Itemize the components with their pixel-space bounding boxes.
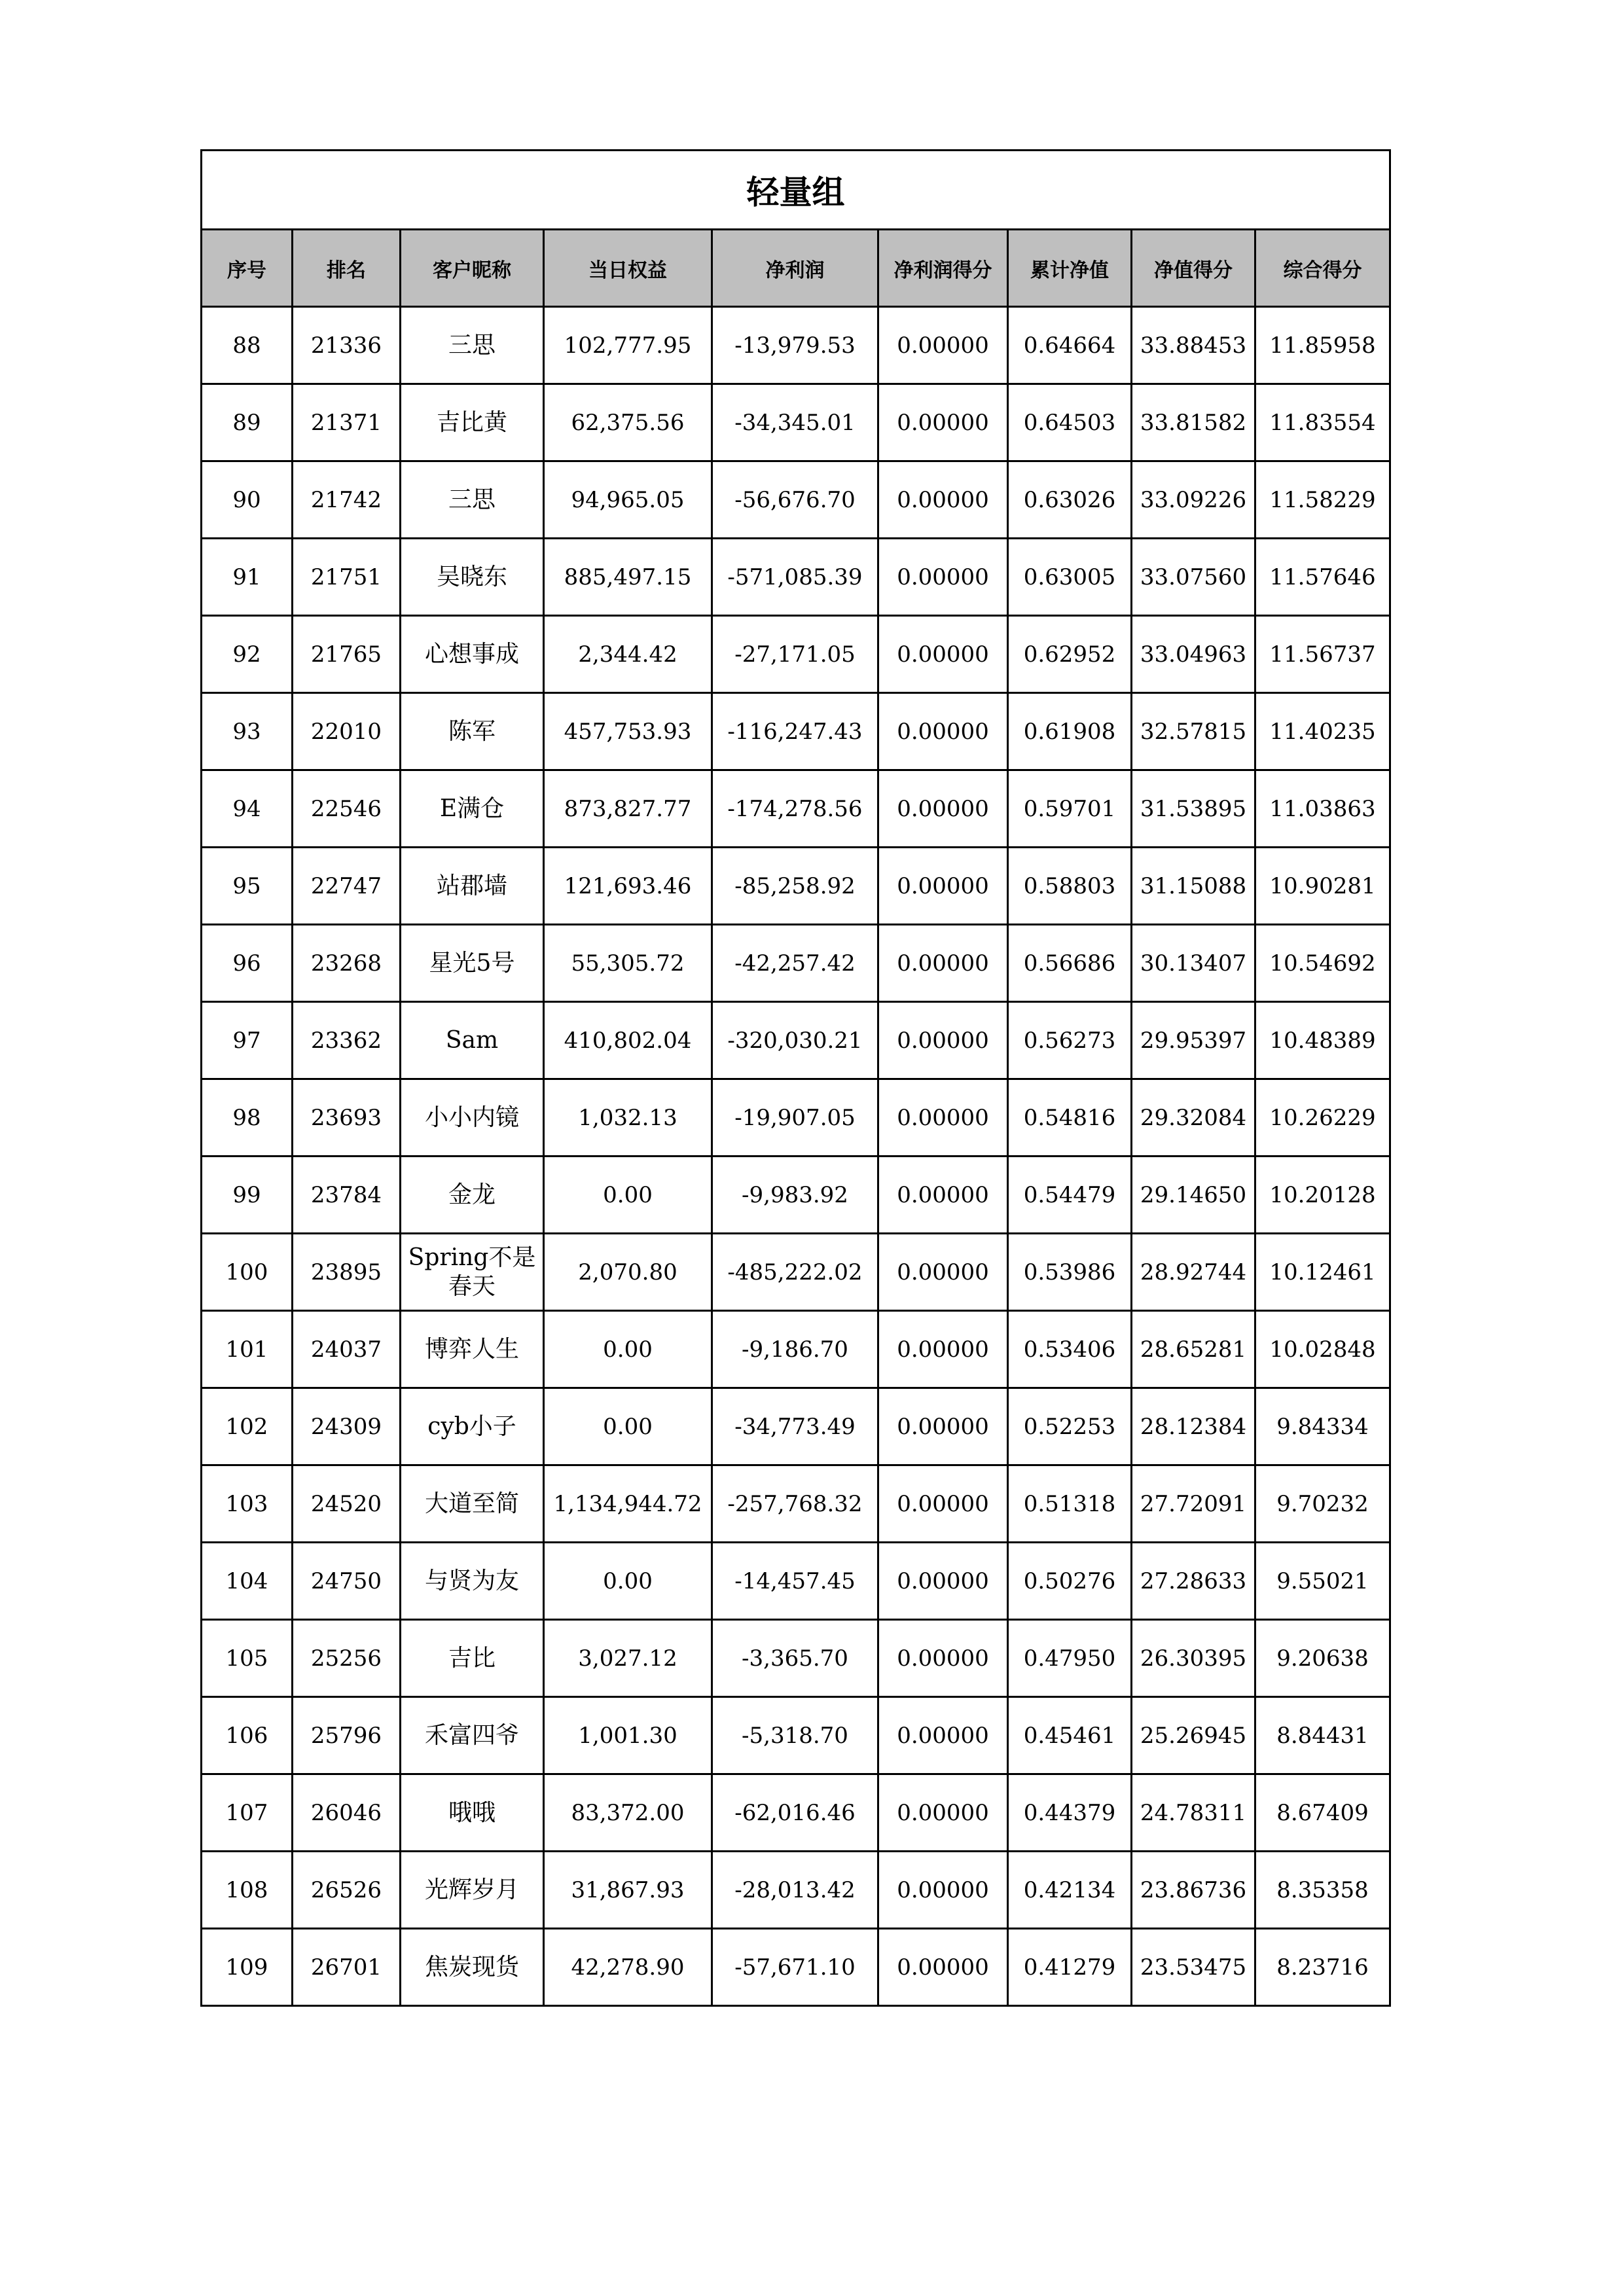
cell-net-value-score: 31.53895 <box>1132 770 1255 848</box>
cell-total-score: 11.85958 <box>1255 307 1390 384</box>
cell-net-value-score: 29.32084 <box>1132 1079 1255 1157</box>
cell-net-profit-score: 0.00000 <box>878 1234 1008 1311</box>
cell-total-score: 9.20638 <box>1255 1620 1390 1697</box>
cell-equity: 2,344.42 <box>544 616 712 693</box>
cell-net-profit: -56,676.70 <box>712 461 878 539</box>
cell-net-profit-score: 0.00000 <box>878 693 1008 770</box>
cell-rank: 26046 <box>293 1774 401 1852</box>
cell-net-profit-score: 0.00000 <box>878 539 1008 616</box>
cell-index: 88 <box>202 307 293 384</box>
table-row <box>202 1774 1390 1852</box>
cell-nickname: E满仓 <box>401 770 544 848</box>
cell-index: 105 <box>202 1620 293 1697</box>
cell-total-score: 11.57646 <box>1255 539 1390 616</box>
cell-net-value-score: 23.86736 <box>1132 1852 1255 1929</box>
cell-total-score: 11.58229 <box>1255 461 1390 539</box>
cell-net-profit: -62,016.46 <box>712 1774 878 1852</box>
table-row <box>202 1697 1390 1774</box>
cell-total-score: 11.83554 <box>1255 384 1390 461</box>
cell-equity: 31,867.93 <box>544 1852 712 1929</box>
cell-equity: 873,827.77 <box>544 770 712 848</box>
cell-net-value: 0.56686 <box>1008 925 1132 1002</box>
cell-net-value-score: 30.13407 <box>1132 925 1255 1002</box>
table-row <box>202 1620 1390 1697</box>
header-nickname: 客户昵称 <box>401 230 544 307</box>
cell-net-profit-score: 0.00000 <box>878 1465 1008 1543</box>
cell-nickname: 大道至简 <box>401 1465 544 1543</box>
cell-equity: 2,070.80 <box>544 1234 712 1311</box>
cell-net-profit: -34,773.49 <box>712 1388 878 1465</box>
cell-net-value-score: 28.92744 <box>1132 1234 1255 1311</box>
header-index: 序号 <box>202 230 293 307</box>
ranking-sheet <box>200 149 1389 2007</box>
cell-nickname: Sam <box>401 1002 544 1079</box>
cell-net-profit-score: 0.00000 <box>878 461 1008 539</box>
cell-nickname: 星光5号 <box>401 925 544 1002</box>
cell-net-profit: -27,171.05 <box>712 616 878 693</box>
header-equity: 当日权益 <box>544 230 712 307</box>
cell-rank: 24037 <box>293 1311 401 1388</box>
cell-net-profit: -320,030.21 <box>712 1002 878 1079</box>
cell-index: 92 <box>202 616 293 693</box>
cell-nickname: 光辉岁月 <box>401 1852 544 1929</box>
cell-net-profit-score: 0.00000 <box>878 384 1008 461</box>
cell-net-profit: -13,979.53 <box>712 307 878 384</box>
cell-equity: 42,278.90 <box>544 1929 712 2006</box>
cell-equity: 102,777.95 <box>544 307 712 384</box>
header-net-profit: 净利润 <box>712 230 878 307</box>
cell-net-profit: -116,247.43 <box>712 693 878 770</box>
cell-total-score: 8.67409 <box>1255 1774 1390 1852</box>
cell-equity: 94,965.05 <box>544 461 712 539</box>
cell-net-value-score: 31.15088 <box>1132 848 1255 925</box>
cell-nickname: 吴晓东 <box>401 539 544 616</box>
cell-index: 109 <box>202 1929 293 2006</box>
cell-index: 106 <box>202 1697 293 1774</box>
header-rank: 排名 <box>293 230 401 307</box>
cell-nickname: 三思 <box>401 307 544 384</box>
cell-net-profit: -85,258.92 <box>712 848 878 925</box>
table-row <box>202 1929 1390 2006</box>
cell-rank: 21336 <box>293 307 401 384</box>
cell-net-value-score: 33.88453 <box>1132 307 1255 384</box>
cell-net-value: 0.52253 <box>1008 1388 1132 1465</box>
cell-net-profit: -34,345.01 <box>712 384 878 461</box>
cell-net-profit-score: 0.00000 <box>878 1543 1008 1620</box>
cell-nickname: 吉比黄 <box>401 384 544 461</box>
table-row <box>202 1079 1390 1157</box>
cell-net-profit: -485,222.02 <box>712 1234 878 1311</box>
cell-total-score: 10.54692 <box>1255 925 1390 1002</box>
cell-rank: 21765 <box>293 616 401 693</box>
cell-net-value: 0.53986 <box>1008 1234 1132 1311</box>
cell-index: 104 <box>202 1543 293 1620</box>
cell-net-value: 0.56273 <box>1008 1002 1132 1079</box>
cell-net-value: 0.53406 <box>1008 1311 1132 1388</box>
cell-net-value: 0.62952 <box>1008 616 1132 693</box>
cell-net-value: 0.54479 <box>1008 1157 1132 1234</box>
table-row <box>202 1388 1390 1465</box>
cell-index: 98 <box>202 1079 293 1157</box>
cell-net-value: 0.63005 <box>1008 539 1132 616</box>
cell-equity: 1,134,944.72 <box>544 1465 712 1543</box>
cell-net-value-score: 27.28633 <box>1132 1543 1255 1620</box>
cell-total-score: 9.55021 <box>1255 1543 1390 1620</box>
cell-total-score: 10.02848 <box>1255 1311 1390 1388</box>
cell-net-value-score: 28.12384 <box>1132 1388 1255 1465</box>
cell-net-profit-score: 0.00000 <box>878 925 1008 1002</box>
cell-nickname: Spring不是春天 <box>401 1234 544 1311</box>
cell-net-value-score: 27.72091 <box>1132 1465 1255 1543</box>
cell-equity: 0.00 <box>544 1157 712 1234</box>
cell-net-value: 0.59701 <box>1008 770 1132 848</box>
cell-index: 108 <box>202 1852 293 1929</box>
cell-rank: 24520 <box>293 1465 401 1543</box>
cell-equity: 457,753.93 <box>544 693 712 770</box>
cell-nickname: cyb小子 <box>401 1388 544 1465</box>
table-row <box>202 1157 1390 1234</box>
cell-rank: 22747 <box>293 848 401 925</box>
cell-equity: 0.00 <box>544 1388 712 1465</box>
cell-net-value: 0.42134 <box>1008 1852 1132 1929</box>
table-row <box>202 925 1390 1002</box>
cell-index: 89 <box>202 384 293 461</box>
cell-net-value: 0.64664 <box>1008 307 1132 384</box>
cell-net-profit: -42,257.42 <box>712 925 878 1002</box>
cell-total-score: 11.03863 <box>1255 770 1390 848</box>
cell-net-profit: -14,457.45 <box>712 1543 878 1620</box>
cell-nickname: 金龙 <box>401 1157 544 1234</box>
table-row <box>202 1543 1390 1620</box>
cell-net-profit-score: 0.00000 <box>878 616 1008 693</box>
table-title: 轻量组 <box>202 151 1390 230</box>
header-net-profit-score: 净利润得分 <box>878 230 1008 307</box>
cell-nickname: 吉比 <box>401 1620 544 1697</box>
cell-equity: 62,375.56 <box>544 384 712 461</box>
cell-net-profit: -57,671.10 <box>712 1929 878 2006</box>
cell-total-score: 9.70232 <box>1255 1465 1390 1543</box>
cell-net-value-score: 26.30395 <box>1132 1620 1255 1697</box>
cell-index: 101 <box>202 1311 293 1388</box>
cell-index: 93 <box>202 693 293 770</box>
cell-net-value: 0.63026 <box>1008 461 1132 539</box>
header-row <box>202 230 1390 307</box>
cell-total-score: 10.12461 <box>1255 1234 1390 1311</box>
cell-net-value: 0.58803 <box>1008 848 1132 925</box>
cell-equity: 3,027.12 <box>544 1620 712 1697</box>
cell-net-profit: -28,013.42 <box>712 1852 878 1929</box>
cell-equity: 1,001.30 <box>544 1697 712 1774</box>
cell-rank: 23693 <box>293 1079 401 1157</box>
cell-net-value-score: 33.81582 <box>1132 384 1255 461</box>
cell-net-value: 0.61908 <box>1008 693 1132 770</box>
cell-total-score: 10.90281 <box>1255 848 1390 925</box>
cell-net-value: 0.47950 <box>1008 1620 1132 1697</box>
cell-index: 95 <box>202 848 293 925</box>
cell-net-profit-score: 0.00000 <box>878 1079 1008 1157</box>
cell-equity: 885,497.15 <box>544 539 712 616</box>
cell-net-value-score: 33.07560 <box>1132 539 1255 616</box>
cell-net-value-score: 33.04963 <box>1132 616 1255 693</box>
cell-index: 94 <box>202 770 293 848</box>
cell-rank: 21742 <box>293 461 401 539</box>
cell-index: 103 <box>202 1465 293 1543</box>
cell-total-score: 10.26229 <box>1255 1079 1390 1157</box>
cell-rank: 25796 <box>293 1697 401 1774</box>
cell-net-profit: -174,278.56 <box>712 770 878 848</box>
table-row <box>202 1465 1390 1543</box>
cell-net-profit-score: 0.00000 <box>878 1311 1008 1388</box>
cell-net-profit-score: 0.00000 <box>878 1929 1008 2006</box>
cell-rank: 22010 <box>293 693 401 770</box>
cell-equity: 410,802.04 <box>544 1002 712 1079</box>
cell-rank: 23362 <box>293 1002 401 1079</box>
header-total-score: 综合得分 <box>1255 230 1390 307</box>
cell-net-profit-score: 0.00000 <box>878 307 1008 384</box>
cell-nickname: 与贤为友 <box>401 1543 544 1620</box>
cell-net-value: 0.54816 <box>1008 1079 1132 1157</box>
cell-index: 100 <box>202 1234 293 1311</box>
cell-net-profit-score: 0.00000 <box>878 770 1008 848</box>
cell-net-value-score: 29.14650 <box>1132 1157 1255 1234</box>
cell-net-profit: -9,186.70 <box>712 1311 878 1388</box>
cell-nickname: 心想事成 <box>401 616 544 693</box>
cell-net-profit-score: 0.00000 <box>878 1852 1008 1929</box>
cell-rank: 26526 <box>293 1852 401 1929</box>
table-row <box>202 384 1390 461</box>
cell-net-value-score: 24.78311 <box>1132 1774 1255 1852</box>
table-row <box>202 1311 1390 1388</box>
cell-index: 91 <box>202 539 293 616</box>
cell-net-value: 0.44379 <box>1008 1774 1132 1852</box>
cell-index: 90 <box>202 461 293 539</box>
table-row <box>202 616 1390 693</box>
table-body <box>202 307 1390 2006</box>
cell-net-profit-score: 0.00000 <box>878 1697 1008 1774</box>
cell-net-value: 0.45461 <box>1008 1697 1132 1774</box>
cell-net-value: 0.41279 <box>1008 1929 1132 2006</box>
table-row <box>202 848 1390 925</box>
cell-net-profit-score: 0.00000 <box>878 1157 1008 1234</box>
cell-net-profit-score: 0.00000 <box>878 1774 1008 1852</box>
cell-equity: 0.00 <box>544 1311 712 1388</box>
cell-index: 107 <box>202 1774 293 1852</box>
table-row <box>202 1234 1390 1311</box>
cell-equity: 55,305.72 <box>544 925 712 1002</box>
cell-net-profit-score: 0.00000 <box>878 1002 1008 1079</box>
cell-equity: 83,372.00 <box>544 1774 712 1852</box>
cell-net-profit: -19,907.05 <box>712 1079 878 1157</box>
cell-total-score: 10.48389 <box>1255 1002 1390 1079</box>
cell-index: 96 <box>202 925 293 1002</box>
cell-nickname: 哦哦 <box>401 1774 544 1852</box>
cell-equity: 0.00 <box>544 1543 712 1620</box>
table-row <box>202 539 1390 616</box>
cell-total-score: 10.20128 <box>1255 1157 1390 1234</box>
cell-total-score: 11.40235 <box>1255 693 1390 770</box>
cell-nickname: 三思 <box>401 461 544 539</box>
cell-net-profit: -9,983.92 <box>712 1157 878 1234</box>
cell-index: 99 <box>202 1157 293 1234</box>
cell-rank: 23784 <box>293 1157 401 1234</box>
cell-rank: 23268 <box>293 925 401 1002</box>
table-row <box>202 770 1390 848</box>
cell-net-value-score: 28.65281 <box>1132 1311 1255 1388</box>
cell-rank: 23895 <box>293 1234 401 1311</box>
table-row <box>202 1852 1390 1929</box>
cell-rank: 21371 <box>293 384 401 461</box>
cell-equity: 1,032.13 <box>544 1079 712 1157</box>
cell-net-profit: -3,365.70 <box>712 1620 878 1697</box>
cell-net-value-score: 33.09226 <box>1132 461 1255 539</box>
cell-total-score: 8.35358 <box>1255 1852 1390 1929</box>
cell-total-score: 9.84334 <box>1255 1388 1390 1465</box>
cell-net-value-score: 25.26945 <box>1132 1697 1255 1774</box>
cell-total-score: 11.56737 <box>1255 616 1390 693</box>
cell-total-score: 8.84431 <box>1255 1697 1390 1774</box>
cell-net-profit-score: 0.00000 <box>878 1388 1008 1465</box>
cell-net-value-score: 23.53475 <box>1132 1929 1255 2006</box>
cell-net-profit: -257,768.32 <box>712 1465 878 1543</box>
cell-net-profit: -5,318.70 <box>712 1697 878 1774</box>
cell-net-value: 0.64503 <box>1008 384 1132 461</box>
cell-net-profit-score: 0.00000 <box>878 1620 1008 1697</box>
cell-equity: 121,693.46 <box>544 848 712 925</box>
cell-rank: 22546 <box>293 770 401 848</box>
header-net-value-score: 净值得分 <box>1132 230 1255 307</box>
cell-nickname: 博弈人生 <box>401 1311 544 1388</box>
cell-net-profit: -571,085.39 <box>712 539 878 616</box>
cell-total-score: 8.23716 <box>1255 1929 1390 2006</box>
table-row <box>202 693 1390 770</box>
cell-nickname: 陈军 <box>401 693 544 770</box>
cell-net-value-score: 32.57815 <box>1132 693 1255 770</box>
cell-index: 97 <box>202 1002 293 1079</box>
cell-rank: 24750 <box>293 1543 401 1620</box>
cell-nickname: 小小内镜 <box>401 1079 544 1157</box>
cell-index: 102 <box>202 1388 293 1465</box>
cell-rank: 24309 <box>293 1388 401 1465</box>
cell-net-value: 0.51318 <box>1008 1465 1132 1543</box>
cell-net-profit-score: 0.00000 <box>878 848 1008 925</box>
cell-net-value-score: 29.95397 <box>1132 1002 1255 1079</box>
ranking-table <box>200 149 1391 2007</box>
cell-nickname: 焦炭现货 <box>401 1929 544 2006</box>
table-row <box>202 1002 1390 1079</box>
cell-net-value: 0.50276 <box>1008 1543 1132 1620</box>
cell-rank: 21751 <box>293 539 401 616</box>
cell-rank: 26701 <box>293 1929 401 2006</box>
table-row <box>202 461 1390 539</box>
table-row <box>202 307 1390 384</box>
cell-rank: 25256 <box>293 1620 401 1697</box>
cell-nickname: 禾富四爷 <box>401 1697 544 1774</box>
cell-nickname: 站郡墙 <box>401 848 544 925</box>
header-net-value: 累计净值 <box>1008 230 1132 307</box>
